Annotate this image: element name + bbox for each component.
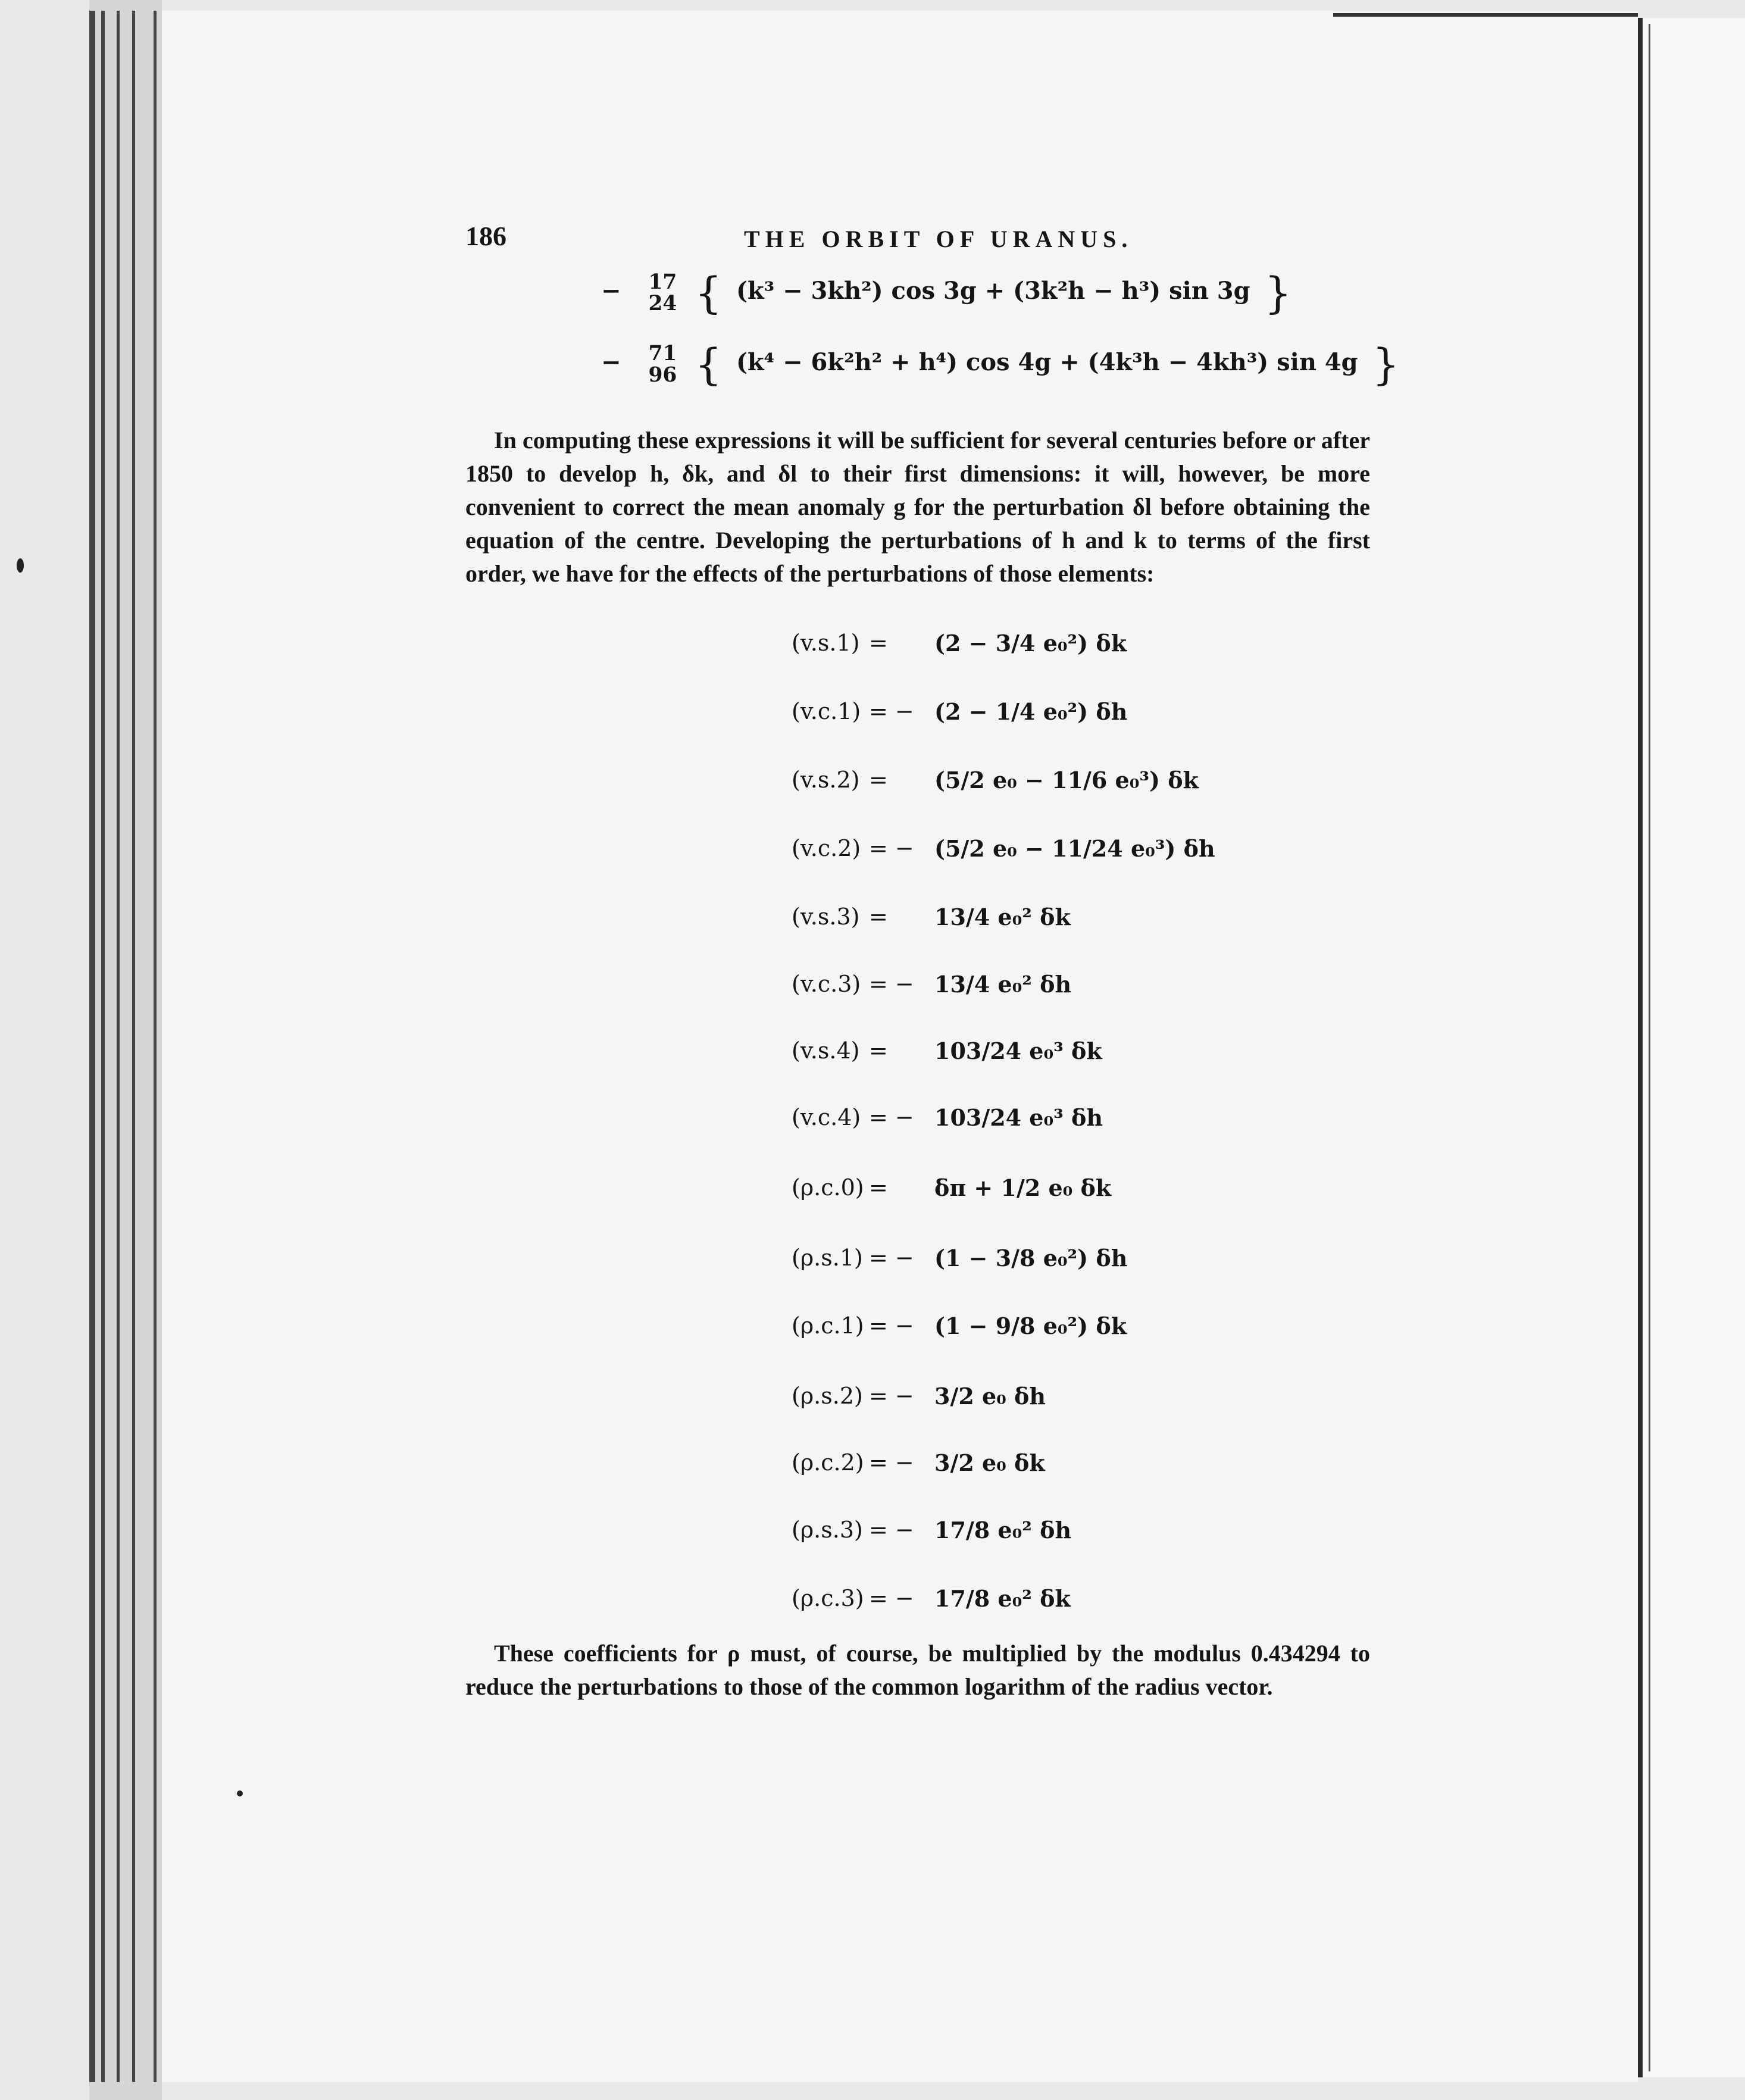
page-edge — [154, 11, 157, 2082]
expression-sign: − — [601, 348, 621, 376]
coefficient-label: (ρ.c.2) — [792, 1449, 864, 1476]
coefficient-value: 3/2 e₀ δk — [934, 1449, 1045, 1476]
coefficient-row — [792, 1503, 1071, 1557]
coefficient-value: 3/2 e₀ δh — [934, 1382, 1046, 1410]
coefficient-label: (v.s.2) — [792, 767, 860, 793]
fraction-numerator: 71 — [648, 341, 677, 365]
coefficient-row — [792, 1231, 1127, 1285]
facing-page-edge — [1649, 24, 1650, 2071]
gutter-shadow — [1638, 18, 1643, 2077]
coefficient-label: (ρ.s.3) — [792, 1517, 863, 1543]
expression-line — [601, 268, 1297, 318]
coefficient-label: (v.c.2) — [792, 835, 861, 861]
coefficient-label: (ρ.s.2) — [792, 1383, 863, 1409]
expression-body: (k⁴ − 6k²h² + h⁴) cos 4g + (4k³h − 4kh³) sin 4g — [736, 348, 1358, 376]
coefficient-label: (ρ.c.1) — [792, 1312, 864, 1339]
coefficient-label: (ρ.c.3) — [792, 1585, 864, 1611]
coefficient-equals: = − — [869, 1585, 914, 1611]
expression-body: (k³ − 3kh²) cos 3g + (3k²h − h³) sin 3g — [736, 277, 1250, 305]
expression-line — [601, 339, 1405, 389]
coefficient-label: (ρ.c.0) — [792, 1174, 864, 1201]
coefficient-equals: = − — [869, 1449, 914, 1476]
fraction-numerator: 17 — [648, 270, 677, 294]
coefficient-label: (v.s.4) — [792, 1038, 860, 1064]
coefficient-row — [792, 1369, 1046, 1423]
coefficient-value: δπ + 1/2 e₀ δk — [934, 1174, 1112, 1201]
coefficient-row — [792, 1571, 1071, 1625]
fraction — [648, 271, 677, 314]
book-edge — [89, 0, 162, 2100]
right-brace: } — [1372, 339, 1400, 389]
coefficient-row — [792, 1090, 1103, 1144]
coefficient-label: (v.c.3) — [792, 971, 861, 997]
coefficient-equals: = − — [869, 1517, 914, 1543]
coefficient-value: (1 − 3/8 e₀²) δh — [934, 1244, 1128, 1271]
left-brace: { — [695, 268, 723, 318]
coefficient-value: (2 − 1/4 e₀²) δh — [934, 698, 1128, 725]
coefficient-value: (5/2 e₀ − 11/24 e₀³) δh — [934, 835, 1215, 862]
coefficient-equals: = − — [869, 835, 914, 861]
facing-page — [1643, 18, 1745, 2077]
paragraph-text: In computing these expressions it will be sufficient for several centuries before or after 1850 to develop h, δk, and δl to their first dimensions: it will, however, be more convenient to correct the mean anomaly g for the perturbation δl before obtaining the equation of the centre. Developing the perturbations of h and k to terms of the first order, we have for the effects of the perturbations of those elements: — [465, 427, 1370, 587]
closing-paragraph — [465, 1637, 1370, 1704]
coefficient-value: 17/8 e₀² δh — [934, 1516, 1072, 1543]
right-brace: } — [1264, 268, 1292, 318]
coefficient-row — [792, 957, 1071, 1011]
coefficient-label: (ρ.s.1) — [792, 1245, 863, 1271]
coefficient-equals: = − — [869, 1383, 914, 1409]
coefficient-equals: = − — [869, 971, 914, 997]
running-title: THE ORBIT OF URANUS. — [744, 226, 1133, 252]
coefficient-label: (v.s.3) — [792, 904, 860, 930]
coefficient-equals: = − — [869, 698, 914, 724]
coefficient-label: (v.c.1) — [792, 698, 861, 724]
top-edge-shadow — [1333, 13, 1638, 17]
coefficient-value: 103/24 e₀³ δk — [934, 1037, 1102, 1064]
page-edge — [89, 11, 95, 2082]
coefficient-value: 13/4 e₀² δk — [934, 903, 1071, 930]
coefficient-row — [792, 685, 1127, 738]
coefficient-label: (v.s.1) — [792, 630, 860, 656]
coefficient-equals: = − — [869, 1245, 914, 1271]
fraction-denominator: 24 — [648, 292, 677, 315]
coefficient-value: (5/2 e₀ − 11/6 e₀³) δk — [934, 766, 1199, 793]
coefficient-row — [792, 753, 1199, 807]
coefficient-equals: = − — [869, 1104, 914, 1130]
coefficient-row — [792, 890, 1071, 943]
page-edge — [117, 11, 120, 2082]
coefficient-value: 17/8 e₀² δk — [934, 1585, 1071, 1612]
coefficient-row — [792, 1436, 1045, 1489]
paragraph-text: These coefficients for ρ must, of course, be multiplied by the modulus 0.434294 to reduce the perturbations to those of the common logarithm of the radius vector. — [465, 1640, 1370, 1700]
fraction-denominator: 96 — [648, 363, 677, 387]
left-brace: { — [695, 339, 723, 389]
coefficient-value: 13/4 e₀² δh — [934, 970, 1072, 998]
coefficient-row — [792, 1299, 1127, 1352]
coefficient-equals: = — [869, 904, 888, 930]
coefficient-equals: = — [869, 767, 888, 793]
coefficient-value: (2 − 3/4 e₀²) δk — [934, 629, 1127, 657]
coefficient-row — [792, 1161, 1111, 1214]
page-edge — [132, 11, 135, 2082]
coefficient-row — [792, 616, 1127, 670]
coefficient-value: 103/24 e₀³ δh — [934, 1104, 1103, 1131]
expression-sign: − — [601, 277, 621, 305]
coefficient-row — [792, 821, 1215, 875]
coefficient-row — [792, 1024, 1102, 1077]
fraction — [648, 343, 677, 386]
scan-speck — [237, 1790, 243, 1796]
coefficient-label: (v.c.4) — [792, 1104, 861, 1130]
body-paragraph — [465, 424, 1370, 590]
coefficient-equals: = — [869, 630, 888, 656]
coefficient-value: (1 − 9/8 e₀²) δk — [934, 1312, 1127, 1339]
page-edge — [101, 11, 105, 2082]
coefficient-equals: = — [869, 1174, 888, 1201]
coefficient-equals: = — [869, 1038, 888, 1064]
scan-speck — [17, 558, 24, 573]
page-number: 186 — [465, 221, 506, 251]
coefficient-equals: = − — [869, 1312, 914, 1339]
